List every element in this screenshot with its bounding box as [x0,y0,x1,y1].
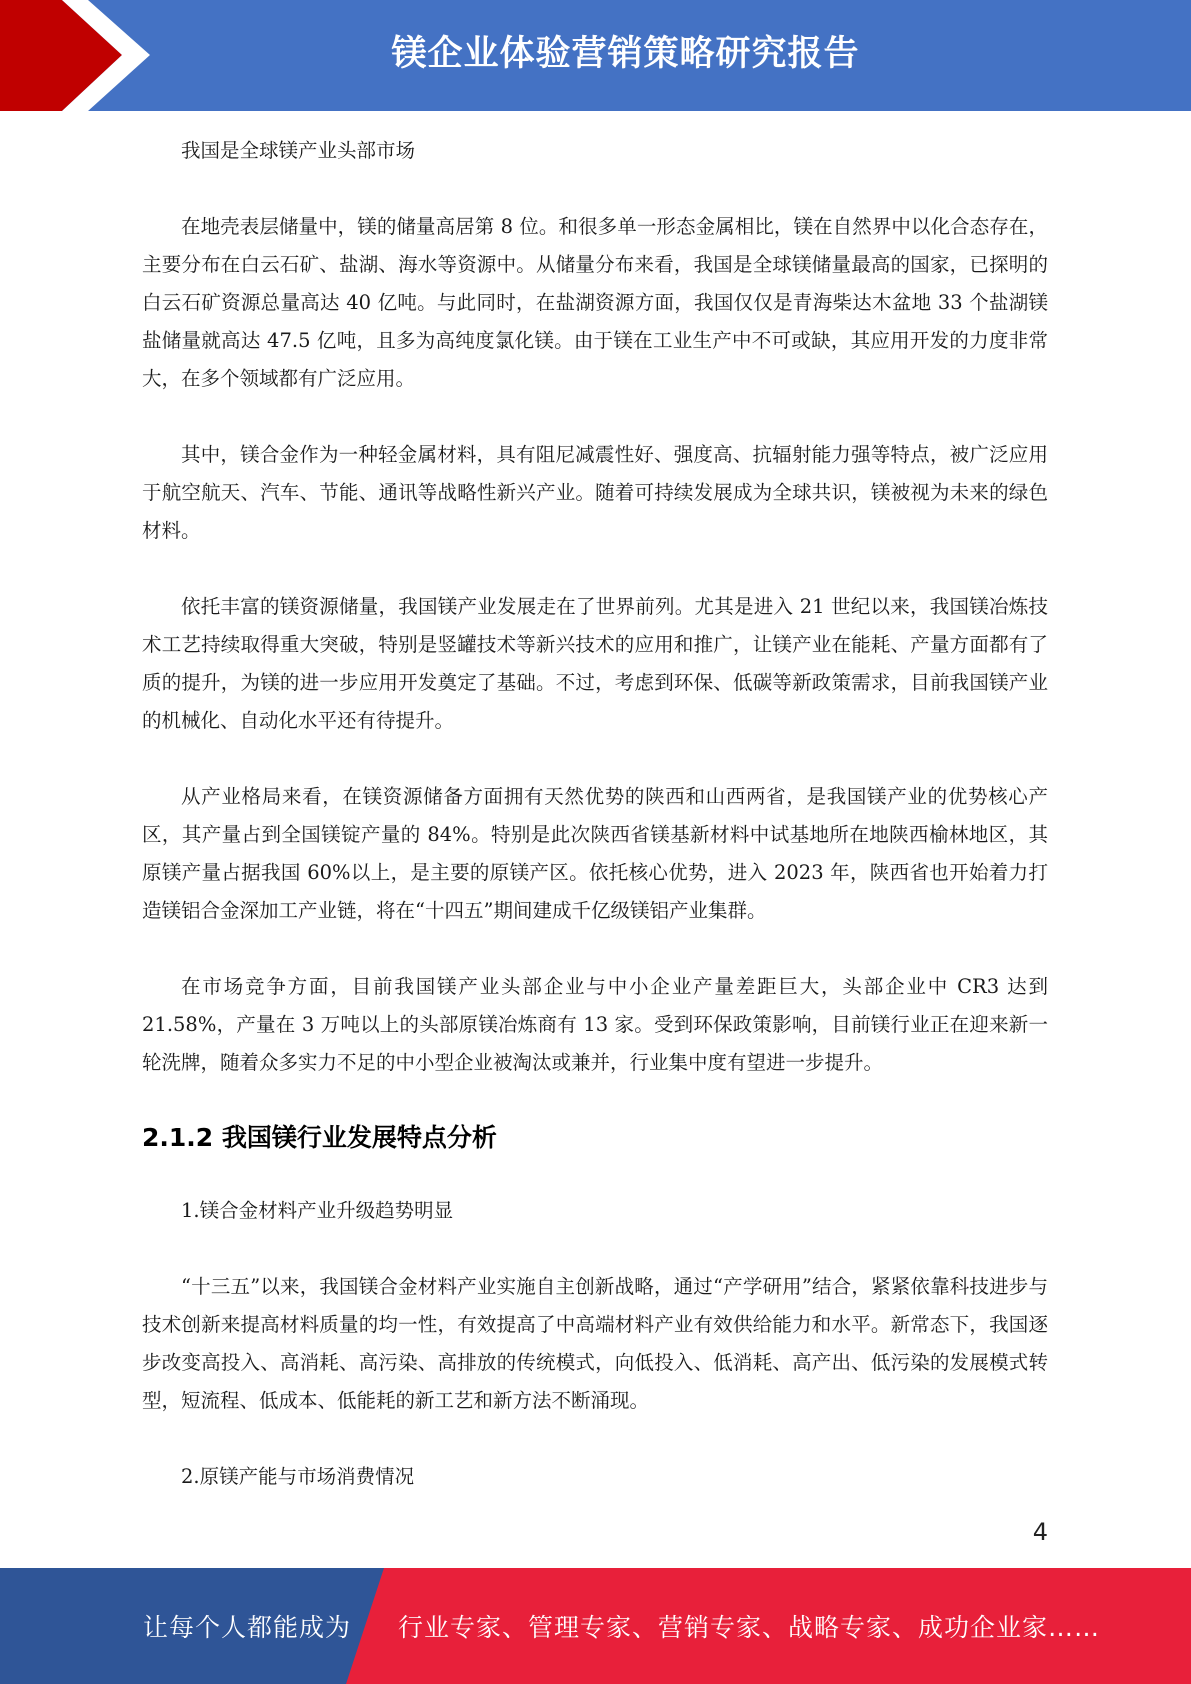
report-title: 镁企业体验营销策略研究报告 [391,34,860,74]
page-number: 4 [1032,1518,1048,1546]
section-heading: 2.1.2 我国镁行业发展特点分析 [142,1123,497,1152]
paragraph: 在市场竞争方面，目前我国镁产业头部企业与中小企业产量差距巨大，头部企业中 CR3 达到 21.58%，产量在 3 万吨以上的头部原镁冶炼商有 13 家。受到环保政策影响，目前镁行业正在迎来新一轮洗牌，随着众多实力不足的中小型企业被淘汰或兼并，行业集中度有望进一步提升。 [142,975,1048,1074]
paragraph: 依托丰富的镁资源储量，我国镁产业发展走在了世界前列。尤其是进入 21 世纪以来，我国镁冶炼技术工艺持续取得重大突破，特别是竖罐技术等新兴技术的应用和推广，让镁产业在能耗、产量方面都有了质的提升，为镁的进一步应用开发奠定了基础。不过，考虑到环保、低碳等新政策需求，目前我国镁产业的机械化、自动化水平还有待提升。 [142,595,1048,732]
paragraph: 2.原镁产能与市场消费情况 [181,1465,415,1488]
footer-slogan-right: 行业专家、管理专家、营销专家、战略专家、成功企业家…… [398,1613,1101,1642]
page-header [0,0,1191,111]
page-footer [0,1568,1191,1684]
paragraph: 从产业格局来看，在镁资源储备方面拥有天然优势的陕西和山西两省，是我国镁产业的优势核心产区，其产量占到全国镁锭产量的 84%。特别是此次陕西省镁基新材料中试基地所在地陕西榆林地区，其原镁产量占据我国 60%以上，是主要的原镁产区。依托核心优势，进入 2023 年，陕西省也开始着力打造镁铝合金深加工产业链，将在“十四五”期间建成千亿级镁铝产业集群。 [142,785,1048,922]
paragraph: 其中，镁合金作为一种轻金属材料，具有阻尼减震性好、强度高、抗辐射能力强等特点，被广泛应用于航空航天、汽车、节能、通讯等战略性新兴产业。随着可持续发展成为全球共识，镁被视为未来的绿色材料。 [142,443,1048,542]
paragraph: 我国是全球镁产业头部市场 [181,139,416,162]
paragraph: 1.镁合金材料产业升级趋势明显 [181,1199,454,1222]
document-body [142,132,1048,1496]
paragraph: 在地壳表层储量中，镁的储量高居第 8 位。和很多单一形态金属相比，镁在自然界中以化合态存在，主要分布在白云石矿、盐湖、海水等资源中。从储量分布来看，我国是全球镁储量最高的国家，已探明的白云石矿资源总量高达 40 亿吨。与此同时，在盐湖资源方面，我国仅仅是青海柴达木盆地 33 个盐湖镁盐储量就高达 47.5 亿吨，且多为高纯度氯化镁。由于镁在工业生产中不可或缺，其应用开发的力度非常大，在多个领域都有广泛应用。 [142,215,1048,390]
footer-slogan-left: 让每个人都能成为 [143,1613,352,1642]
paragraph: “十三五”以来，我国镁合金材料产业实施自主创新战略，通过“产学研用”结合，紧紧依靠科技进步与技术创新来提高材料质量的均一性，有效提高了中高端材料产业有效供给能力和水平。新常态下，我国逐步改变高投入、高消耗、高污染、高排放的传统模式，向低投入、低消耗、高产出、低污染的发展模式转型，短流程、低成本、低能耗的新工艺和新方法不断涌现。 [142,1275,1048,1412]
